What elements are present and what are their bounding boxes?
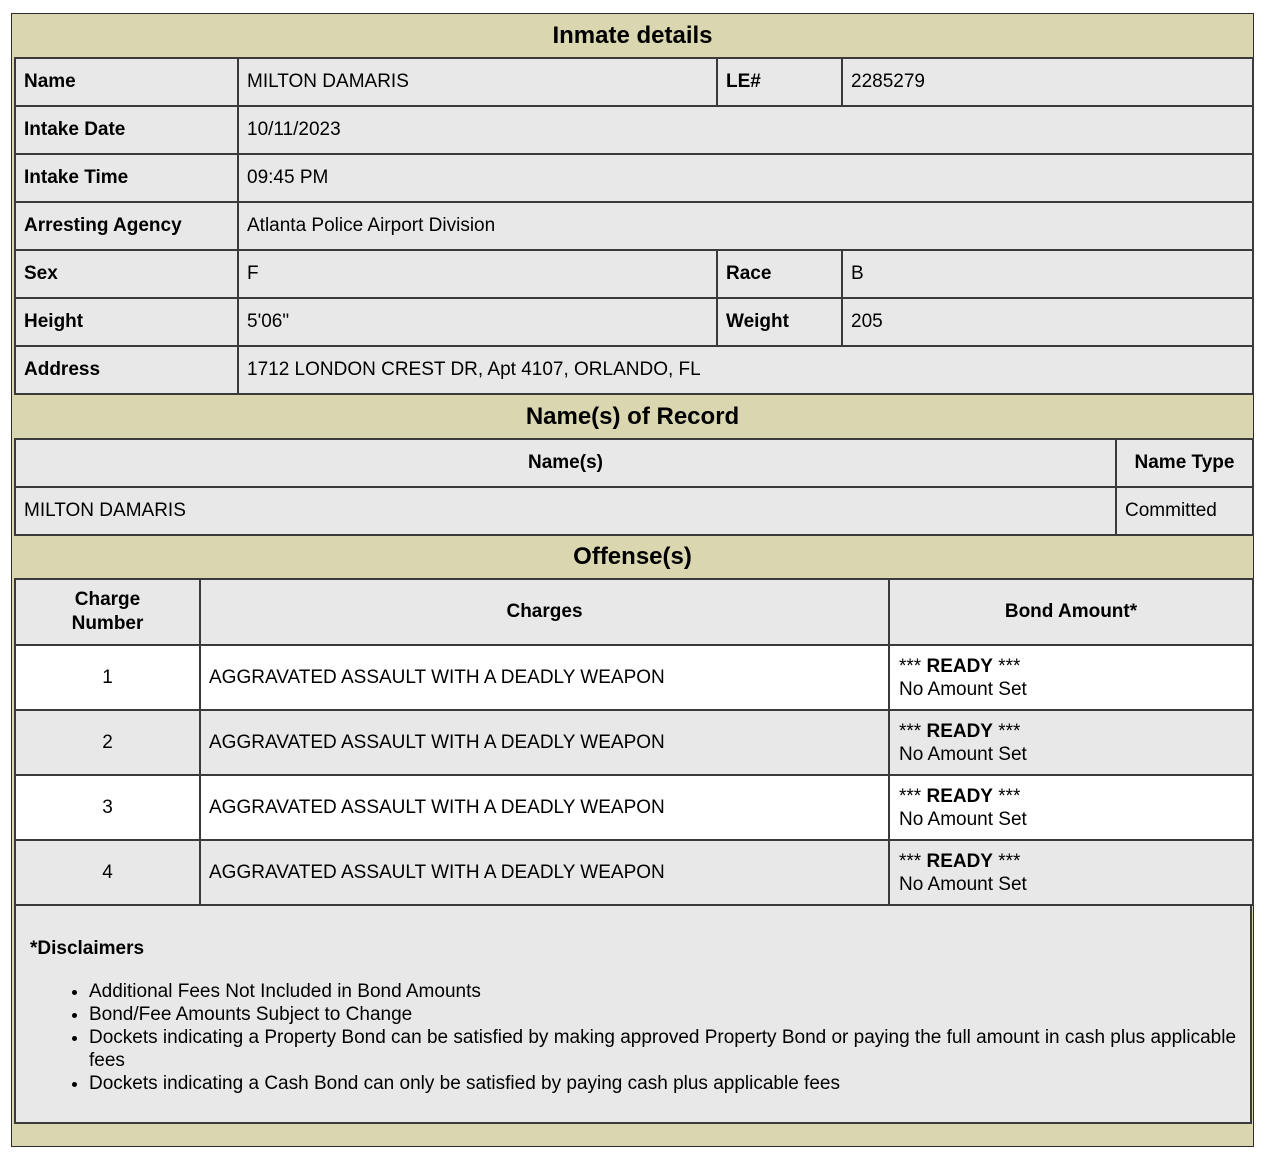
charge-description: AGGRAVATED ASSAULT WITH A DEADLY WEAPON — [200, 710, 889, 775]
race-value: B — [842, 250, 1253, 298]
list-item: • Additional Fees Not Included in Bond Amounts — [89, 980, 1236, 1003]
charge-description: AGGRAVATED ASSAULT WITH A DEADLY WEAPON — [200, 840, 889, 905]
name-row — [15, 58, 1253, 106]
table-row — [15, 487, 1253, 535]
le-number-label: LE# — [717, 58, 842, 106]
charge-number-header-line2: Number — [71, 613, 144, 634]
bond-status-suffix: *** — [998, 850, 1021, 872]
list-item: • Bond/Fee Amounts Subject to Change — [89, 1003, 1236, 1026]
names-column-header: Name(s) — [15, 439, 1116, 487]
bond-status: READY — [926, 785, 993, 807]
bond-amount: No Amount Set — [899, 808, 1027, 830]
bond-status: READY — [926, 850, 993, 872]
race-label: Race — [717, 250, 842, 298]
inmate-record-panel — [11, 13, 1254, 1147]
names-of-record-title: Name(s) of Record — [525, 403, 740, 430]
record-name-type: Committed — [1116, 487, 1253, 535]
bond-amount-column-header: Bond Amount* — [889, 579, 1253, 645]
address-label: Address — [15, 346, 238, 394]
bond-amount-cell — [889, 775, 1253, 840]
disclaimers-title: *Disclaimers — [30, 938, 145, 959]
intake-time-value: 09:45 PM — [238, 154, 1253, 202]
bond-status-prefix: *** — [899, 785, 922, 807]
name-value: MILTON DAMARIS — [238, 58, 717, 106]
name-type-column-header: Name Type — [1116, 439, 1253, 487]
bond-amount: No Amount Set — [899, 743, 1027, 765]
charge-number: 1 — [15, 645, 200, 710]
name-label: Name — [15, 58, 238, 106]
intake-time-label: Intake Time — [15, 154, 238, 202]
offenses-header-row — [15, 579, 1253, 645]
charge-number: 3 — [15, 775, 200, 840]
list-item: • Dockets indicating a Property Bond can be satisfied by making approved Property Bond or paying the full amount in cash plus applicable fees — [89, 1026, 1236, 1072]
sex-label: Sex — [15, 250, 238, 298]
address-value: 1712 LONDON CREST DR, Apt 4107, ORLANDO, FL — [238, 346, 1253, 394]
charge-number: 2 — [15, 710, 200, 775]
height-value: 5'06" — [238, 298, 717, 346]
bond-status-prefix: *** — [899, 720, 922, 742]
charges-column-header: Charges — [200, 579, 889, 645]
bond-status-prefix: *** — [899, 655, 922, 677]
charge-number-header-line1: Charge — [74, 589, 141, 610]
weight-value: 205 — [842, 298, 1253, 346]
intake-date-row — [15, 106, 1253, 154]
weight-label: Weight — [717, 298, 842, 346]
table-row — [15, 645, 1253, 710]
names-of-record-table — [14, 438, 1254, 536]
disclaimers-box — [14, 906, 1252, 1124]
table-row — [15, 710, 1253, 775]
bond-status-suffix: *** — [998, 655, 1021, 677]
arresting-agency-label: Arresting Agency — [15, 202, 238, 250]
intake-date-label: Intake Date — [15, 106, 238, 154]
offenses-table — [14, 578, 1254, 906]
bond-status-suffix: *** — [998, 785, 1021, 807]
disclaimers-list — [30, 980, 1236, 1095]
arresting-agency-value: Atlanta Police Airport Division — [238, 202, 1253, 250]
sex-race-row — [15, 250, 1253, 298]
le-number-value: 2285279 — [842, 58, 1253, 106]
bond-amount-cell — [889, 840, 1253, 905]
height-weight-row — [15, 298, 1253, 346]
bond-amount: No Amount Set — [899, 873, 1027, 895]
sex-value: F — [238, 250, 717, 298]
bond-amount: No Amount Set — [899, 678, 1027, 700]
charge-number: 4 — [15, 840, 200, 905]
charge-description: AGGRAVATED ASSAULT WITH A DEADLY WEAPON — [200, 775, 889, 840]
intake-date-value: 10/11/2023 — [238, 106, 1253, 154]
table-row — [15, 840, 1253, 905]
height-label: Height — [15, 298, 238, 346]
intake-time-row — [15, 154, 1253, 202]
list-item: • Dockets indicating a Cash Bond can only be satisfied by paying cash plus applicable fees — [89, 1072, 1236, 1095]
inmate-details-title: Inmate details — [552, 22, 713, 49]
inmate-details-table — [14, 57, 1254, 395]
names-header-row — [15, 439, 1253, 487]
charge-description: AGGRAVATED ASSAULT WITH A DEADLY WEAPON — [200, 645, 889, 710]
bond-amount-cell — [889, 710, 1253, 775]
offenses-title: Offense(s) — [573, 543, 692, 570]
record-name: MILTON DAMARIS — [15, 487, 1116, 535]
charge-number-column-header — [15, 579, 200, 645]
arresting-agency-row — [15, 202, 1253, 250]
address-row — [15, 346, 1253, 394]
bond-status-suffix: *** — [998, 720, 1021, 742]
bond-status-prefix: *** — [899, 850, 922, 872]
bond-status: READY — [926, 655, 993, 677]
bond-amount-cell — [889, 645, 1253, 710]
bond-status: READY — [926, 720, 993, 742]
table-row — [15, 775, 1253, 840]
